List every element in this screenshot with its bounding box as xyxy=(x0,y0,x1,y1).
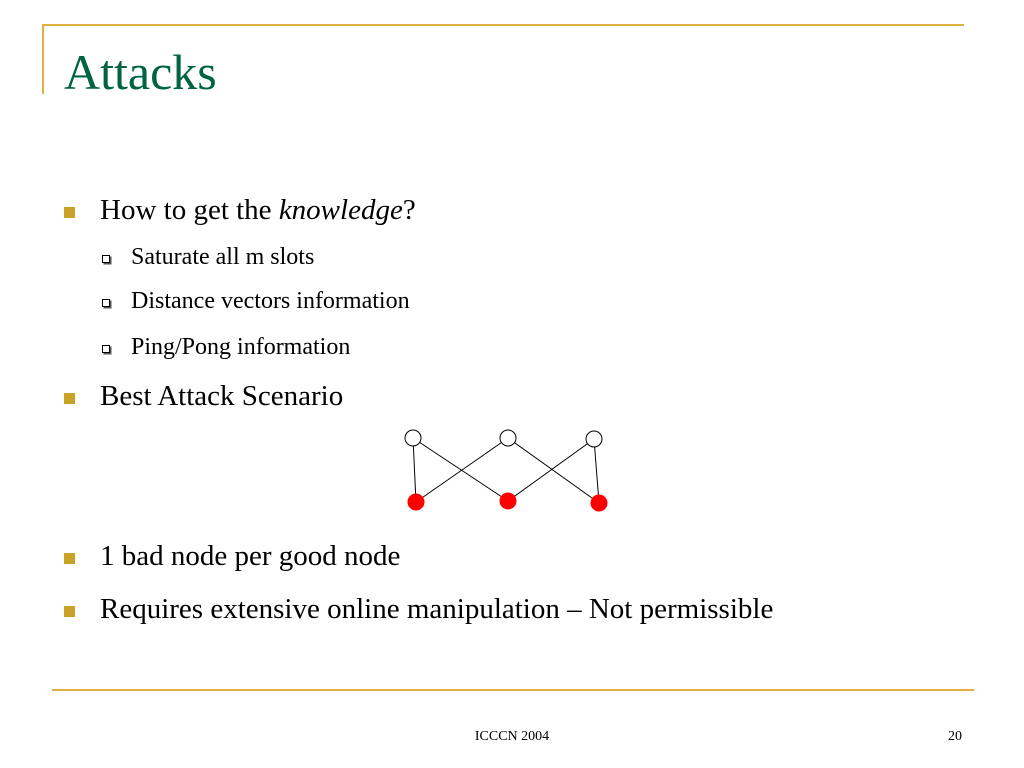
title-frame-left-rule xyxy=(42,24,44,94)
bullet-text: Requires extensive online manipulation – Not permissible xyxy=(100,593,774,625)
good-node-1 xyxy=(405,430,421,446)
hollow-square-bullet-icon xyxy=(102,345,110,353)
hollow-square-bullet-icon xyxy=(102,255,110,263)
edge-good-3-bad-3 xyxy=(594,439,599,503)
page-number: 20 xyxy=(948,729,962,744)
footer-conference-label: ICCCN 2004 xyxy=(474,729,550,744)
sub-item-saturate xyxy=(102,242,314,272)
footer-rule xyxy=(52,689,974,691)
bad-node-3 xyxy=(591,495,607,511)
attack-scenario-diagram xyxy=(395,420,625,520)
hollow-square-bullet-icon xyxy=(102,299,110,307)
sub-item-text: Distance vectors information xyxy=(131,288,410,314)
bad-node-2 xyxy=(500,493,516,509)
diagram-nodes xyxy=(405,430,607,511)
bullet-bad-node-ratio xyxy=(64,538,400,574)
good-node-2 xyxy=(500,430,516,446)
edge-good-2-bad-3 xyxy=(508,438,599,503)
good-node-3 xyxy=(586,431,602,447)
title-frame-top-rule xyxy=(42,24,964,26)
square-bullet-icon xyxy=(64,393,75,404)
bullet-text-start: How to get the xyxy=(100,194,279,226)
sub-item-text: Ping/Pong information xyxy=(131,334,351,360)
sub-item-distance-vectors xyxy=(102,286,410,316)
bullet-text: 1 bad node per good node xyxy=(100,540,401,572)
bullet-text: Best Attack Scenario xyxy=(100,380,344,412)
bullet-best-attack xyxy=(64,378,343,414)
square-bullet-icon xyxy=(64,553,75,564)
bullet-text xyxy=(100,192,416,228)
edge-good-3-bad-2 xyxy=(508,439,594,501)
sub-item-ping-pong xyxy=(102,332,350,362)
slide-title: Attacks xyxy=(64,44,217,100)
edge-good-1-bad-1 xyxy=(413,438,416,502)
square-bullet-icon xyxy=(64,207,75,218)
sub-item-text: Saturate all m slots xyxy=(131,244,315,270)
square-bullet-icon xyxy=(64,606,75,617)
bullet-text-end: ? xyxy=(402,194,416,226)
bullet-knowledge xyxy=(64,192,416,228)
bullet-online-manipulation xyxy=(64,591,773,627)
bad-node-1 xyxy=(408,494,424,510)
bullet-text-emphasis: knowledge xyxy=(278,194,403,226)
